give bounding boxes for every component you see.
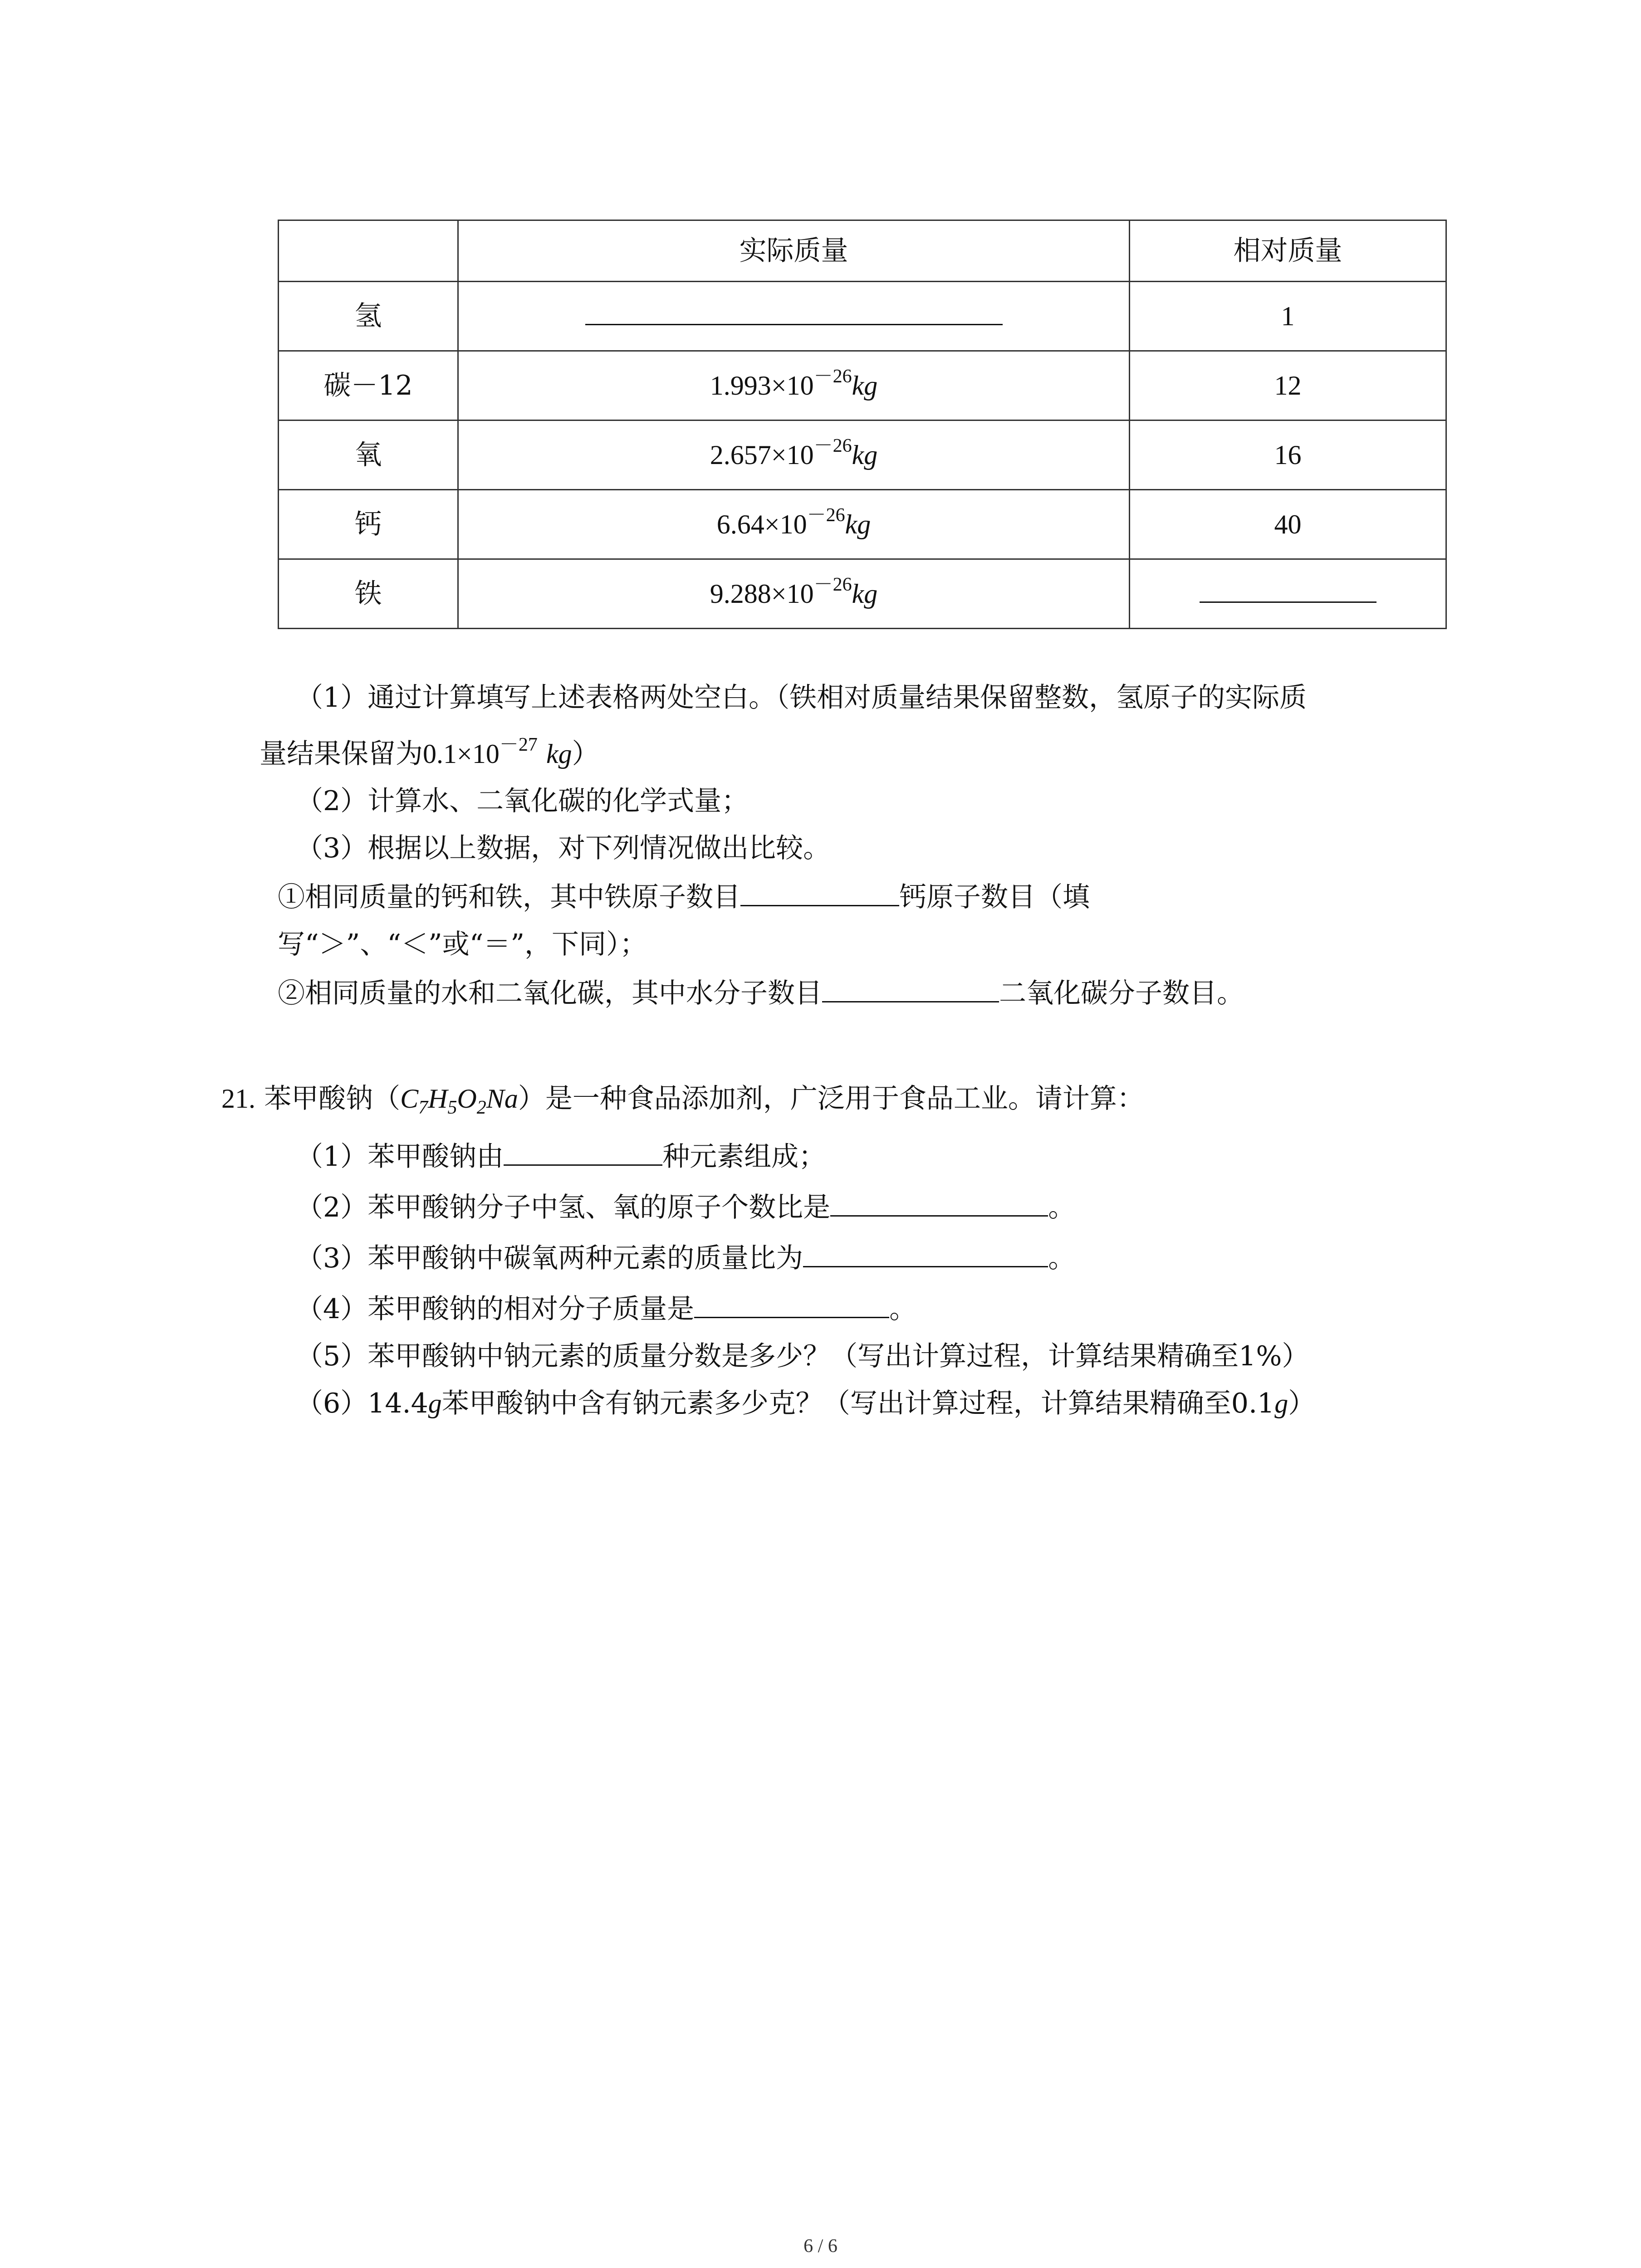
element-cell: 氢 bbox=[279, 282, 458, 351]
q20-part3: （3）根据以上数据，对下列情况做出比较。 bbox=[296, 832, 831, 864]
mass-exponent: －26 bbox=[813, 435, 852, 456]
element-cell: 铁 bbox=[279, 559, 458, 629]
element-cell: 钙 bbox=[279, 490, 458, 559]
actual-mass-cell bbox=[458, 351, 1130, 420]
q21-part2: （2）苯甲酸钠分子中氢、氧的原子个数比是 。 bbox=[296, 1192, 1076, 1223]
q20-part1-line2-unit: kg bbox=[546, 739, 572, 769]
answer-blank-sub1[interactable] bbox=[740, 904, 899, 906]
page-number: 6 / 6 bbox=[803, 2236, 838, 2257]
table-row-iron bbox=[279, 559, 1446, 629]
q21-intro-before: 苯甲酸钠（ bbox=[264, 1083, 401, 1114]
q20-part1-line2 bbox=[260, 734, 599, 770]
question-number: 21. bbox=[221, 1084, 255, 1114]
mass-exponent: －26 bbox=[813, 366, 852, 387]
answer-blank-q21-2[interactable] bbox=[830, 1215, 1048, 1217]
table-header-row bbox=[279, 220, 1446, 282]
mass-unit: kg bbox=[852, 440, 878, 470]
mass-mantissa: 6.64×10 bbox=[716, 509, 807, 539]
actual-mass-cell bbox=[458, 490, 1130, 559]
answer-blank-iron-relative[interactable] bbox=[1200, 601, 1376, 603]
chemical-formula: $C_7H_5O_2Na$ bbox=[400, 1084, 518, 1118]
mass-unit: kg bbox=[845, 509, 871, 539]
actual-mass-cell bbox=[458, 559, 1130, 629]
mass-table bbox=[278, 220, 1447, 629]
q20-sub2 bbox=[278, 980, 1244, 1007]
q20-sub1-line1 bbox=[278, 881, 1090, 913]
q20-part1-line2-exp: －27 bbox=[499, 734, 538, 755]
q20-part1-line1: （1）通过计算填写上述表格两处空白。（铁相对质量结果保留整数，氢原子的实际质 bbox=[296, 682, 1307, 714]
mass-unit: kg bbox=[852, 371, 878, 401]
q20-sub2-before: ②相同质量的水和二氧化碳，其中水分子数目 bbox=[278, 978, 822, 1009]
relative-mass-cell: 40 bbox=[1130, 490, 1446, 559]
mass-mantissa: 1.993×10 bbox=[710, 371, 814, 401]
answer-blank-hydrogen-mass[interactable] bbox=[585, 323, 1003, 325]
q20-sub2-after: 二氧化碳分子数目。 bbox=[999, 978, 1244, 1009]
q20-part2: （2）计算水、二氧化碳的化学式量； bbox=[296, 785, 749, 817]
element-cell: 氧 bbox=[279, 420, 458, 490]
mass-mantissa: 2.657×10 bbox=[710, 440, 814, 470]
q21-part5: （5）苯甲酸钠中钠元素的质量分数是多少？（写出计算过程，计算结果精确至1%） bbox=[296, 1340, 1309, 1372]
actual-mass-cell bbox=[458, 282, 1130, 351]
relative-mass-cell: 1 bbox=[1130, 282, 1446, 351]
answer-blank-q21-1[interactable] bbox=[504, 1164, 662, 1166]
q20-part1-line2-close: ） bbox=[572, 738, 599, 770]
mass-mantissa: 9.288×10 bbox=[710, 579, 814, 609]
relative-mass-cell: 12 bbox=[1130, 351, 1446, 420]
table-row-calcium bbox=[279, 490, 1446, 559]
header-cell-relative-mass: 相对质量 bbox=[1130, 220, 1446, 282]
header-cell-empty bbox=[279, 220, 458, 282]
q21-part1: （1）苯甲酸钠由 种元素组成； bbox=[296, 1141, 826, 1173]
q20-sub1-before: ①相同质量的钙和铁，其中铁原子数目 bbox=[278, 881, 740, 913]
mass-exponent: －26 bbox=[813, 574, 852, 595]
q20-part1-line2-text: 量结果保留为 bbox=[260, 738, 423, 770]
q20-sub1-line2: 写“＞”、“＜”或“＝”，下同）； bbox=[278, 929, 647, 960]
answer-blank-q21-4[interactable] bbox=[694, 1316, 889, 1318]
mass-exponent: －26 bbox=[807, 505, 845, 526]
table-row-oxygen bbox=[279, 420, 1446, 490]
q21-part4: （4）苯甲酸钠的相对分子质量是 。 bbox=[296, 1293, 917, 1325]
element-cell: 碳－12 bbox=[279, 351, 458, 420]
q21-part3: （3）苯甲酸钠中碳氧两种元素的质量比为 。 bbox=[296, 1242, 1076, 1274]
header-cell-actual-mass: 实际质量 bbox=[458, 220, 1130, 282]
table-row-hydrogen bbox=[279, 282, 1446, 351]
relative-mass-cell bbox=[1130, 559, 1446, 629]
mass-unit: kg bbox=[852, 579, 878, 609]
q20-sub1-after: 钙原子数目（填 bbox=[899, 881, 1090, 913]
q21-part6: （6）14.4g苯甲酸钠中含有钠元素多少克？（写出计算过程，计算结果精确至0.1g） bbox=[296, 1388, 1316, 1419]
answer-blank-sub2[interactable] bbox=[822, 1001, 999, 1002]
q21-intro-after: ）是一种食品添加剂，广泛用于食品工业。请计算： bbox=[518, 1083, 1144, 1114]
answer-blank-q21-3[interactable] bbox=[803, 1266, 1048, 1267]
relative-mass-cell: 16 bbox=[1130, 420, 1446, 490]
actual-mass-cell bbox=[458, 420, 1130, 490]
q20-part1-line2-value: 0.1×10 bbox=[423, 739, 500, 769]
table-row-carbon12 bbox=[279, 351, 1446, 420]
q21-intro bbox=[221, 1083, 1144, 1118]
